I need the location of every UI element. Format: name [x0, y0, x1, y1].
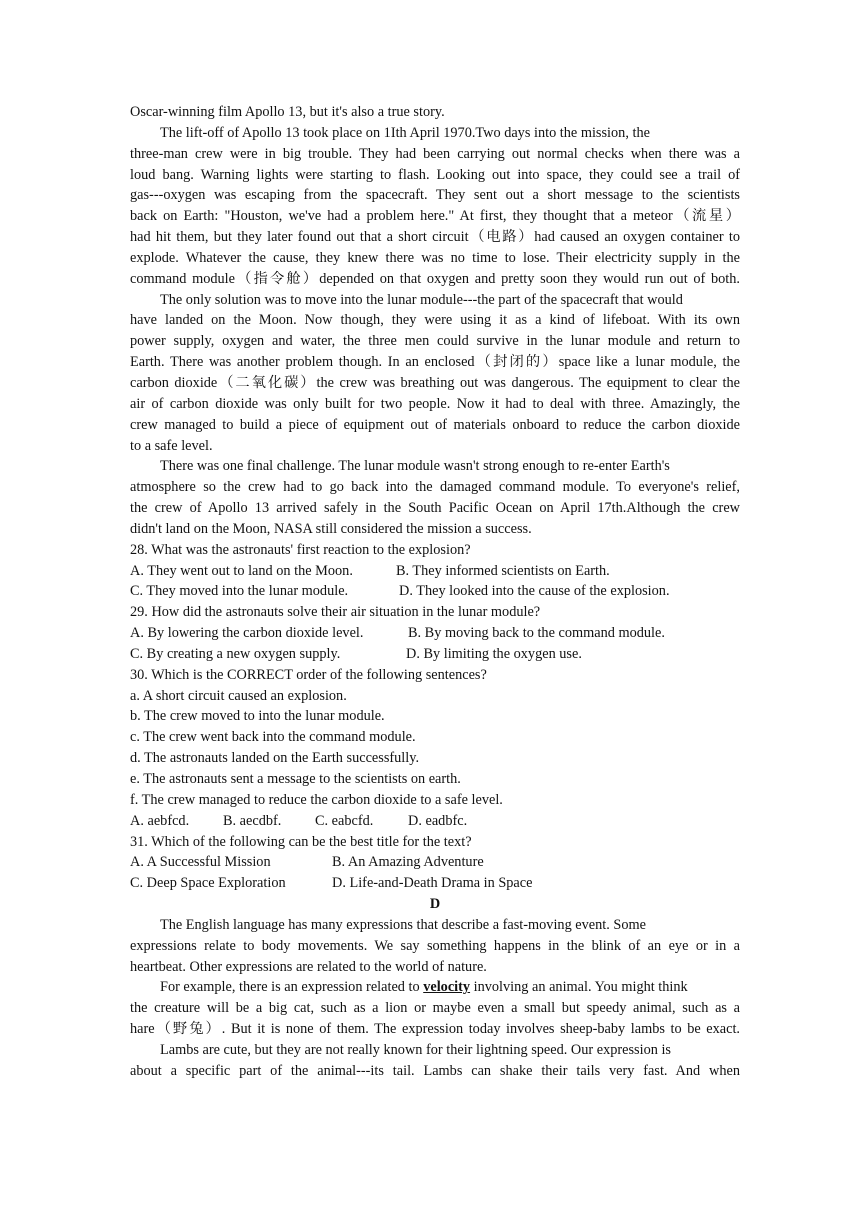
option-28-a: A. They went out to land on the Moon.	[130, 562, 353, 579]
question-30-item: d. The astronauts landed on the Earth successfully.	[130, 750, 420, 767]
passage-c-line: air of carbon dioxide was only built for two people. Now it had to deal with three. Amazingly, the	[130, 395, 740, 412]
passage-c-line: atmosphere so the crew had to go back into the damaged command module. To everyone's relief,	[130, 479, 740, 496]
question-30-item: a. A short circuit caused an explosion.	[130, 687, 347, 704]
passage-c-line: the crew of Apollo 13 arrived safely in the South Pacific Ocean on April 17th.Although the crew	[130, 500, 740, 517]
option-31-c: C. Deep Space Exploration	[130, 875, 286, 892]
passage-c-line: Oscar-winning film Apollo 13, but it's also a true story.	[130, 104, 445, 120]
question-28-stem: 28. What was the astronauts' first reaction to the explosion?	[130, 541, 471, 558]
option-28-c: C. They moved into the lunar module.	[130, 583, 349, 600]
question-28-options-row-2	[130, 581, 740, 602]
question-30-options-row	[130, 811, 740, 832]
question-30-item: f. The crew managed to reduce the carbon dioxide to a safe level.	[130, 791, 503, 808]
passage-d-line: the creature will be a big cat, such as a lion or maybe even a small but speedy animal, such as a	[130, 1000, 740, 1017]
question-30-item: b. The crew moved to into the lunar module.	[130, 708, 385, 725]
passage-c-line: gas---oxygen was escaping from the spacecraft. They sent out a short message to the scientists	[130, 187, 740, 204]
passage-d-text: For example, there is an expression related to	[160, 979, 424, 996]
question-30-item: c. The crew went back into the command module.	[130, 729, 416, 746]
passage-c-line: command module（指令舱）depended on that oxygen and pretty soon they would run out of both.	[130, 270, 740, 287]
question-30-stem: 30. Which is the CORRECT order of the following sentences?	[130, 666, 487, 683]
question-31-options-row-1	[130, 852, 740, 873]
question-31-stem: 31. Which of the following can be the best title for the text?	[130, 833, 472, 850]
option-29-a: A. By lowering the carbon dioxide level.	[130, 625, 364, 642]
passage-d-line: about a specific part of the animal---its tail. Lambs can shake their tails very fast. And when	[130, 1062, 740, 1079]
option-31-a: A. A Successful Mission	[130, 854, 271, 871]
question-31-options-row-2	[130, 873, 740, 894]
option-29-d: D. By limiting the oxygen use.	[406, 645, 582, 662]
passage-d-line: expressions relate to body movements. We say something happens in the blink of an eye or in a	[130, 937, 740, 954]
option-28-d: D. They looked into the cause of the explosion.	[399, 583, 670, 600]
passage-d-heading: D	[429, 896, 441, 913]
passage-d-line	[130, 977, 740, 998]
exam-page	[130, 102, 740, 1082]
passage-c-line: have landed on the Moon. Now though, they were using it as a kind of lifeboat. With its own	[130, 312, 740, 329]
option-30-d: D. eadbfc.	[408, 812, 468, 829]
question-29-options-row-2	[130, 644, 740, 665]
passage-d-line: hare（野兔）. But it is none of them. The expression today involves sheep-baby lambs to be exact.	[130, 1021, 740, 1038]
passage-c-line: carbon dioxide（二氧化碳）the crew was breathing out was dangerous. The equipment to clear the	[130, 374, 740, 391]
question-28-options-row-1	[130, 561, 740, 582]
passage-d-line: The English language has many expressions that describe a fast-moving event. Some	[160, 916, 646, 933]
passage-c-line: The only solution was to move into the lunar module---the part of the spacecraft that would	[160, 291, 683, 308]
option-28-b: B. They informed scientists on Earth.	[396, 562, 610, 579]
passage-c-line: There was one final challenge. The lunar module wasn't strong enough to re-enter Earth's	[160, 458, 670, 475]
passage-c-line: crew managed to build a piece of equipment out of materials onboard to reduce the carbon dioxide	[130, 416, 740, 433]
passage-c-line: had hit them, but they later found out that a short circuit（电路）had caused an oxygen container to	[130, 229, 740, 246]
passage-d-text: involving an animal. You might think	[470, 979, 688, 996]
velocity-keyword: velocity	[423, 979, 471, 996]
option-31-d: D. Life-and-Death Drama in Space	[332, 875, 533, 892]
option-29-c: C. By creating a new oxygen supply.	[130, 645, 341, 662]
passage-c-line: power supply, oxygen and water, the three men could survive in the lunar module and return to	[130, 333, 740, 350]
passage-c-line: three-man crew were in big trouble. They had been carrying out normal checks when there was a	[130, 145, 740, 162]
question-30-item: e. The astronauts sent a message to the scientists on earth.	[130, 771, 461, 787]
option-31-b: B. An Amazing Adventure	[332, 854, 484, 871]
option-30-c: C. eabcfd.	[315, 812, 374, 829]
passage-c-line: loud bang. Warning lights were starting to flash. Looking out into space, they could see a trail of	[130, 166, 740, 183]
passage-d-line: heartbeat. Other expressions are related to the world of nature.	[130, 958, 487, 975]
question-29-stem: 29. How did the astronauts solve their air situation in the lunar module?	[130, 604, 541, 621]
passage-d-line: Lambs are cute, but they are not really known for their lightning speed. Our expression is	[160, 1041, 671, 1058]
passage-c-line: The lift-off of Apollo 13 took place on 1Ith April 1970.Two days into the mission, the	[160, 124, 650, 141]
question-29-options-row-1	[130, 623, 740, 644]
option-29-b: B. By moving back to the command module.	[408, 625, 665, 642]
passage-c-line: to a safe level.	[130, 437, 213, 454]
option-30-b: B. aecdbf.	[223, 812, 282, 829]
passage-c-line: back on Earth: "Houston, we've had a problem here." At first, they thought that a meteor（流星）	[130, 208, 740, 225]
passage-c-line: Earth. There was another problem though. In an enclosed（封闭的）space like a lunar module, the	[130, 354, 740, 371]
passage-c-line: didn't land on the Moon, NASA still considered the mission a success.	[130, 520, 532, 537]
option-30-a: A. aebfcd.	[130, 812, 190, 829]
passage-c-line: explode. Whatever the cause, they knew there was no time to lose. Their electricity supply in the	[130, 249, 740, 266]
